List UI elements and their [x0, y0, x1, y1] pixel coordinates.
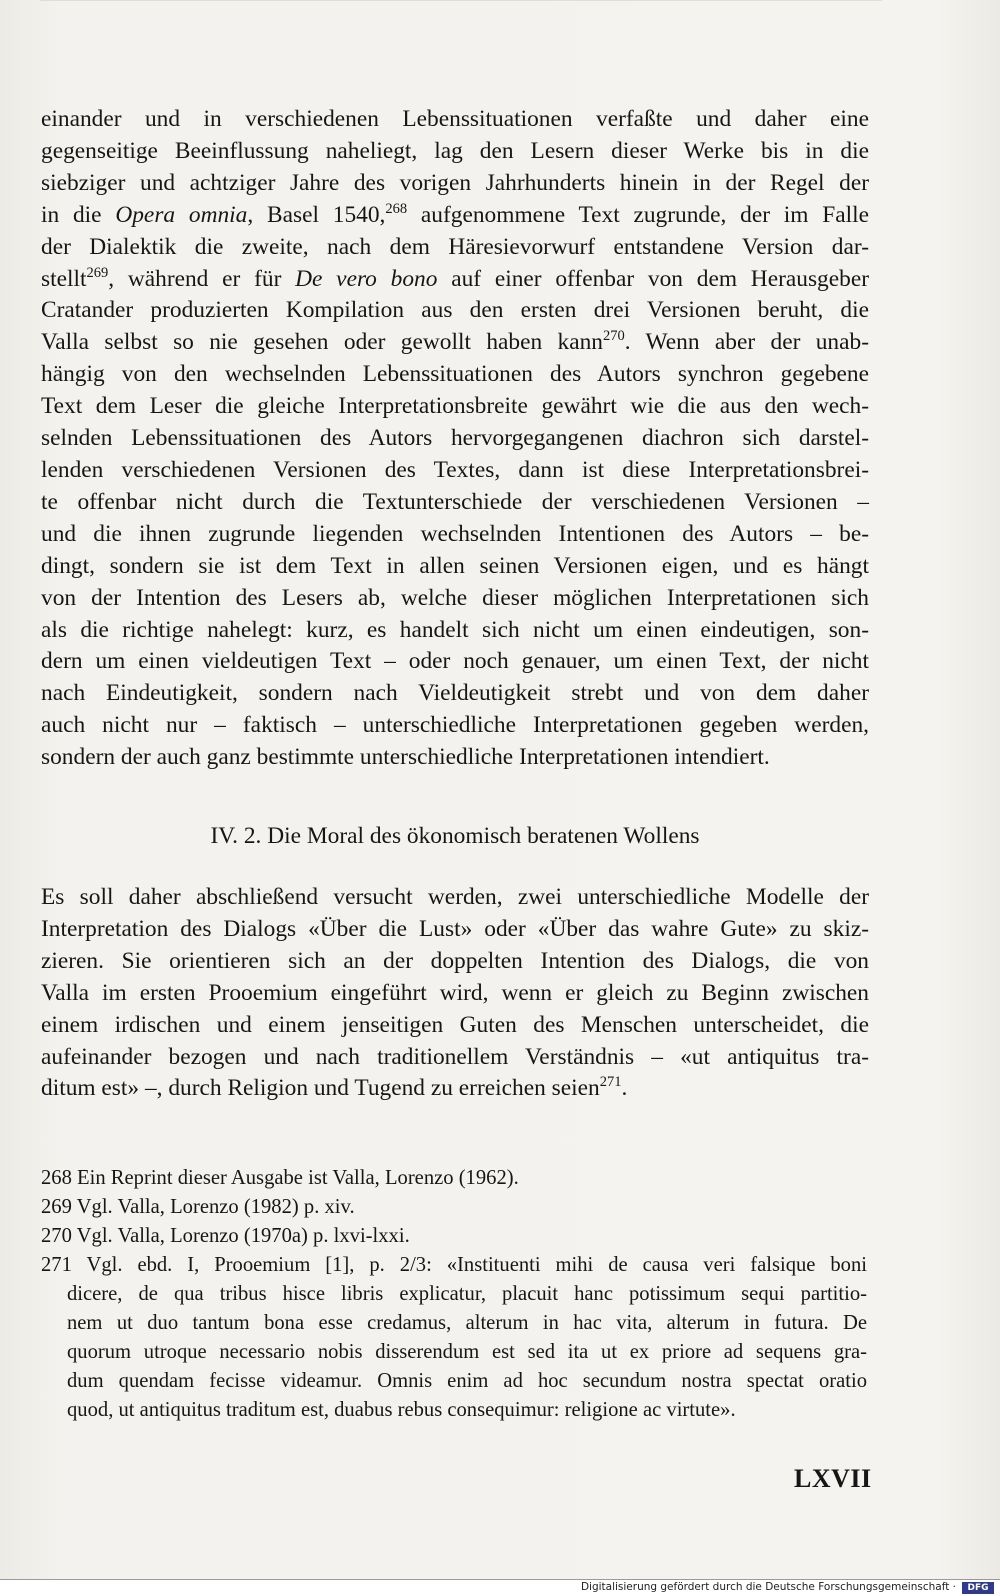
- text-line: siebziger und achtziger Jahre des vorigen Jahrhunderts hinein in der Regel der: [41, 169, 869, 196]
- footnote-line: quod, ut antiquitus traditum est, duabus rebus consequimur: religione ac virtute».: [67, 1399, 736, 1421]
- footnote-line: 271 Vgl. ebd. I, Prooemium [1], p. 2/3: «Instituenti mihi de causa veri falsique boni: [41, 1254, 867, 1276]
- text-line: auch nicht nur – faktisch – unterschiedliche Interpretationen gegeben werden,: [41, 712, 869, 739]
- text-line: ditum est» –, durch Religion und Tugend zu erreichen seien$^{271}$.: [41, 1074, 628, 1102]
- section-heading: IV. 2. Die Moral des ökonomisch beratenen Wollens: [210, 823, 700, 849]
- text-line: gegenseitige Beeinflussung naheliegt, lag den Lesern dieser Werke bis in die: [41, 137, 869, 164]
- body-paragraph-2: [41, 882, 869, 1105]
- text-line: te offenbar nicht durch die Textunterschiede der verschiedenen Versionen –: [41, 488, 869, 515]
- text-line: Es soll daher abschließend versucht werden, zwei unterschiedliche Modelle der: [41, 884, 869, 910]
- text-line: der Dialektik die zweite, nach dem Häresievorwurf entstandene Version dar-: [41, 233, 869, 260]
- text-line: einander und in verschiedenen Lebenssituationen verfaßte und daher eine: [41, 106, 869, 132]
- dfg-logo-icon: DFG: [962, 1582, 994, 1594]
- text-line: Valla selbst so nie gesehen oder gewollt haben kann$^{270}$. Wenn aber der unab-: [41, 328, 869, 356]
- text-line: als die richtige nahelegt: kurz, es handelt sich nicht um einen eindeutigen, son-: [41, 616, 869, 643]
- footnote-line: nem ut duo tantum bona esse credamus, alterum in hac vita, alterum in futura. De: [67, 1312, 867, 1334]
- footnotes: [41, 1164, 867, 1425]
- italic-title: Opera omnia: [115, 201, 248, 228]
- text-line: nach Eindeutigkeit, sondern nach Vieldeutigkeit strebt und von dem daher: [41, 680, 869, 707]
- footnote-marker: 271: [599, 1074, 622, 1091]
- footnote: [41, 1193, 867, 1222]
- footnote: [41, 1251, 867, 1425]
- footnote-line: 269 Vgl. Valla, Lorenzo (1982) p. xiv.: [41, 1196, 355, 1218]
- text-line: dern um einen vieldeutigen Text – oder noch genauer, um einen Text, der nicht: [41, 648, 869, 675]
- text-line: stellt$^{269}$, während er für De vero bono auf einer offenbar von dem Herausgeber: [41, 264, 869, 292]
- footnote-line: 270 Vgl. Valla, Lorenzo (1970a) p. lxvi-lxxi.: [41, 1225, 410, 1247]
- text-line: und die ihnen zugrunde liegenden wechselnden Intentionen des Autors – be-: [41, 520, 869, 547]
- text-line: Valla im ersten Prooemium eingeführt wird, wenn er gleich zu Beginn zwischen: [41, 979, 869, 1006]
- text-line: lenden verschiedenen Versionen des Textes, dann ist diese Interpretationsbrei-: [41, 456, 869, 483]
- footnote-line: dicere, de qua tribus hisce libris explicatur, placuit hanc potissimum sequi partitio-: [67, 1283, 867, 1305]
- text-line: zieren. Sie orientieren sich an der doppelten Intention des Dialogs, die von: [41, 947, 869, 974]
- footnote: [41, 1222, 867, 1251]
- footnote-marker: 269: [86, 264, 109, 281]
- text-line: hängig von den wechselnden Lebenssituationen des Autors synchron gegebene: [41, 361, 869, 388]
- footnote-line: quorum utroque necessario nobis disserendum est sed ita ut ex priore ad sequens gra-: [67, 1341, 867, 1363]
- body-paragraph-1: [41, 104, 869, 774]
- footnote: [41, 1164, 867, 1193]
- footnote-marker: 270: [603, 328, 625, 345]
- footnote-line: dum quendam fecisse videamur. Omnis enim ad hoc secundum nostra spectat oratio: [67, 1370, 867, 1392]
- digitization-footer: [0, 1579, 1000, 1596]
- text-line: Cratander produzierten Kompilation aus den ersten drei Versionen beruht, die: [41, 297, 869, 324]
- text-line: sondern der auch ganz bestimmte unterschiedliche Interpretationen intendiert.: [41, 744, 770, 771]
- footnote-marker: 268: [385, 200, 408, 217]
- footnote-line: 268 Ein Reprint dieser Ausgabe ist Valla, Lorenzo (1962).: [41, 1167, 519, 1189]
- text-line: in die Opera omnia, Basel 1540,$^{268}$ aufgenommene Text zugrunde, der im Falle: [41, 200, 870, 228]
- italic-title: De vero bono: [295, 265, 438, 292]
- text-line: dingt, sondern sie ist dem Text in allen seinen Versionen eigen, und es hängt: [41, 552, 869, 579]
- text-line: Text dem Leser die gleiche Interpretationsbreite gewährt wie die aus den wech-: [41, 393, 869, 420]
- text-line: aufeinander bezogen und nach traditionellem Verständnis – «ut antiquitus tra-: [41, 1043, 869, 1070]
- bleed-through-edge: [40, 0, 882, 31]
- text-line: selnden Lebenssituationen des Autors hervorgegangenen diachron sich darstel-: [41, 425, 869, 452]
- text-line: Interpretation des Dialogs «Über die Lust» oder «Über das wahre Gute» zu skiz-: [41, 915, 869, 942]
- text-line: von der Intention des Lesers ab, welche dieser möglichen Interpretationen sich: [41, 584, 869, 611]
- footer-credit: Digitalisierung gefördert durch die Deutsche Forschungsgemeinschaft ·: [580, 1581, 956, 1593]
- page-number: LXVII: [794, 1464, 872, 1493]
- text-line: einem irdischen und einem jenseitigen Guten des Menschen unterscheidet, die: [41, 1011, 869, 1038]
